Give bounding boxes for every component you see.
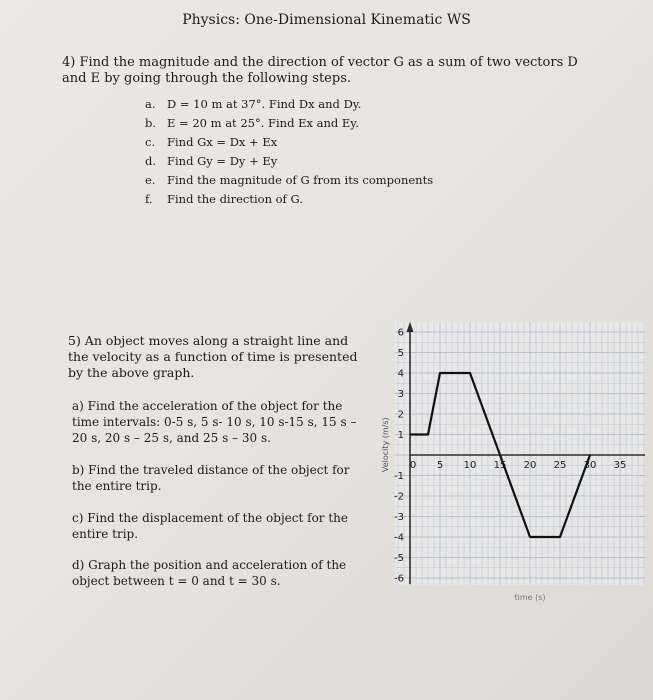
step-item: c. Find Gx = Dx + Ex xyxy=(145,135,278,149)
page-title: Physics: One-Dimensional Kinematic WS xyxy=(182,12,471,28)
x-tick-label: 15 xyxy=(493,460,507,471)
y-tick-label: -5 xyxy=(394,553,404,564)
question-4-text: 4) Find the magnitude and the direction of vector G as a sum of two vectors D and E by going through the following steps. xyxy=(62,55,578,86)
y-tick-label: -1 xyxy=(394,471,404,482)
question-5b: b) Find the traveled distance of the object for the entire trip. xyxy=(72,463,350,493)
y-tick-label: -4 xyxy=(394,532,404,544)
x-tick-label: 10 xyxy=(463,460,477,471)
y-tick-label: -2 xyxy=(394,491,404,503)
y-tick-label: 5 xyxy=(397,348,404,359)
y-tick-label: 6 xyxy=(397,327,404,339)
step-item: a. D = 10 m at 37°. Find Dx and Dy. xyxy=(145,97,362,111)
x-tick-label: 5 xyxy=(436,460,444,471)
x-tick-label: 0 xyxy=(409,460,417,471)
question-5-intro: 5) An object moves along a straight line and the velocity as a function of time is presented by the above graph. xyxy=(68,333,358,380)
x-axis-label: time (s) xyxy=(514,593,546,602)
x-tick-label: 35 xyxy=(613,460,627,471)
x-tick-label: 30 xyxy=(583,460,597,471)
y-tick-label: 3 xyxy=(397,389,404,400)
y-tick-label: 4 xyxy=(397,368,404,380)
y-tick-label: 1 xyxy=(397,430,404,441)
y-axis-label: Velocity (m/s) xyxy=(381,417,390,473)
step-item: e. Find the magnitude of G from its components xyxy=(145,173,434,187)
x-tick-label: 20 xyxy=(523,460,537,471)
question-5d: d) Graph the position and acceleration of the object between t = 0 and t = 30 s. xyxy=(72,558,347,588)
step-item: f. Find the direction of G. xyxy=(145,192,303,206)
question-5c: c) Find the displacement of the object for the entire trip. xyxy=(72,511,348,541)
grid-background xyxy=(395,322,645,585)
y-tick-label: -3 xyxy=(394,512,404,523)
y-tick-label: 2 xyxy=(397,409,404,421)
step-item: d. Find Gy = Dy + Ey xyxy=(145,154,278,168)
step-item: b. E = 20 m at 25°. Find Ex and Ey. xyxy=(145,116,359,130)
x-tick-label: 25 xyxy=(553,460,567,471)
y-tick-label: -6 xyxy=(394,573,404,585)
question-5a: a) Find the acceleration of the object for the time intervals: 0-5 s, 5 s- 10 s, 10 s-15 s, 15 s – 20 s, 20 s – 25 s, and 25 s – 30 s. xyxy=(72,399,357,445)
